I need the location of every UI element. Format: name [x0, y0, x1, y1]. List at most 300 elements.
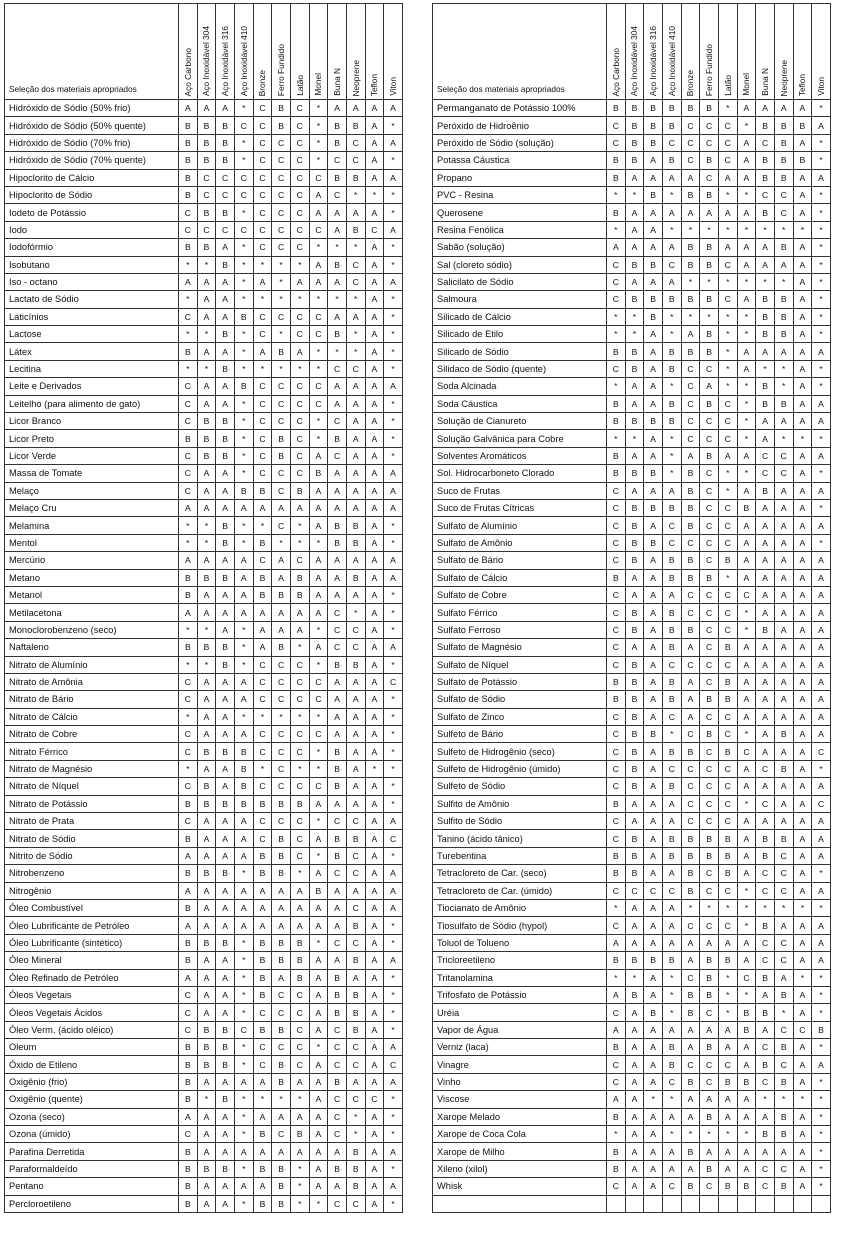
- rating-cell: *: [384, 917, 403, 934]
- material-name: Nitrato de Amônia: [5, 673, 179, 690]
- rating-cell: *: [234, 413, 253, 430]
- rating-cell: A: [365, 134, 384, 151]
- rating-cell: A: [625, 482, 644, 499]
- rating-cell: C: [700, 134, 719, 151]
- rating-cell: *: [272, 708, 291, 725]
- rating-cell: A: [290, 273, 309, 290]
- rating-cell: A: [644, 1021, 663, 1038]
- material-name: Laticínios: [5, 308, 179, 325]
- rating-cell: *: [812, 291, 831, 308]
- rating-cell: *: [718, 360, 737, 377]
- rating-cell: *: [290, 534, 309, 551]
- rating-cell: *: [812, 152, 831, 169]
- rating-cell: B: [328, 743, 347, 760]
- rating-cell: A: [756, 517, 775, 534]
- rating-cell: *: [718, 100, 737, 117]
- rating-cell: C: [290, 656, 309, 673]
- rating-cell: C: [290, 413, 309, 430]
- rating-cell: A: [179, 969, 198, 986]
- rating-cell: *: [737, 621, 756, 638]
- material-name: Hidróxido de Sódio (50% quente): [5, 117, 179, 134]
- rating-cell: B: [197, 204, 216, 221]
- rating-cell: A: [737, 708, 756, 725]
- rating-cell: C: [290, 813, 309, 830]
- material-name: Solventes Aromáticos: [433, 447, 607, 464]
- table-row: [433, 1108, 831, 1125]
- rating-cell: B: [607, 569, 626, 586]
- rating-cell: B: [774, 291, 793, 308]
- rating-cell: C: [718, 813, 737, 830]
- rating-cell: A: [662, 865, 681, 882]
- rating-cell: C: [234, 1021, 253, 1038]
- rating-cell: *: [737, 413, 756, 430]
- rating-cell: B: [756, 308, 775, 325]
- rating-cell: A: [365, 100, 384, 117]
- rating-cell: *: [384, 117, 403, 134]
- material-name: Licor Branco: [5, 413, 179, 430]
- rating-cell: A: [197, 586, 216, 603]
- column-header: [737, 4, 756, 100]
- rating-cell: C: [607, 517, 626, 534]
- rating-cell: A: [681, 691, 700, 708]
- rating-cell: B: [774, 1178, 793, 1195]
- rating-cell: A: [346, 499, 365, 516]
- rating-cell: B: [681, 1178, 700, 1195]
- rating-cell: A: [756, 100, 775, 117]
- rating-cell: B: [625, 465, 644, 482]
- rating-cell: *: [234, 343, 253, 360]
- rating-cell: A: [644, 1056, 663, 1073]
- rating-cell: *: [737, 326, 756, 343]
- rating-cell: C: [718, 517, 737, 534]
- rating-cell: B: [197, 430, 216, 447]
- rating-cell: C: [607, 273, 626, 290]
- rating-cell: B: [681, 256, 700, 273]
- rating-cell: B: [216, 934, 235, 951]
- rating-cell: B: [272, 1021, 291, 1038]
- rating-cell: A: [625, 221, 644, 238]
- rating-cell: A: [681, 952, 700, 969]
- rating-cell: A: [253, 621, 272, 638]
- table-row: [5, 1195, 403, 1212]
- rating-cell: *: [253, 760, 272, 777]
- rating-cell: A: [737, 552, 756, 569]
- rating-cell: C: [346, 639, 365, 656]
- rating-cell: A: [346, 413, 365, 430]
- material-name: Whisk: [433, 1178, 607, 1195]
- rating-cell: A: [681, 934, 700, 951]
- rating-cell: *: [309, 152, 328, 169]
- rating-cell: C: [346, 813, 365, 830]
- table-row: [433, 100, 831, 117]
- rating-cell: C: [309, 673, 328, 690]
- rating-cell: C: [607, 360, 626, 377]
- rating-cell: *: [812, 1160, 831, 1177]
- rating-cell: *: [737, 882, 756, 899]
- material-name: Silicado de Etilo: [433, 326, 607, 343]
- rating-cell: B: [179, 152, 198, 169]
- rating-cell: *: [700, 221, 719, 238]
- rating-cell: C: [272, 378, 291, 395]
- rating-cell: *: [234, 639, 253, 656]
- rating-cell: C: [309, 326, 328, 343]
- rating-cell: C: [290, 152, 309, 169]
- rating-cell: C: [328, 186, 347, 203]
- rating-cell: B: [272, 865, 291, 882]
- rating-cell: C: [625, 882, 644, 899]
- rating-cell: B: [607, 465, 626, 482]
- rating-cell: A: [346, 743, 365, 760]
- rating-cell: A: [216, 343, 235, 360]
- rating-cell: A: [812, 847, 831, 864]
- rating-cell: B: [662, 395, 681, 412]
- rating-cell: *: [718, 569, 737, 586]
- rating-cell: A: [644, 986, 663, 1003]
- table-row: [5, 1039, 403, 1056]
- rating-cell: A: [625, 917, 644, 934]
- column-header-label: Aço Inoxidável 410: [666, 25, 677, 96]
- rating-cell: B: [756, 1056, 775, 1073]
- rating-cell: A: [718, 169, 737, 186]
- rating-cell: C: [737, 743, 756, 760]
- rating-cell: A: [272, 1108, 291, 1125]
- table-row: [5, 1178, 403, 1195]
- rating-cell: B: [644, 499, 663, 516]
- table-row: [433, 621, 831, 638]
- rating-cell: *: [774, 1091, 793, 1108]
- rating-cell: A: [309, 482, 328, 499]
- material-name: Hipoclorito de Cálcio: [5, 169, 179, 186]
- rating-cell: A: [774, 343, 793, 360]
- rating-cell: C: [718, 117, 737, 134]
- rating-cell: C: [700, 639, 719, 656]
- rating-cell: C: [290, 673, 309, 690]
- rating-cell: A: [607, 1091, 626, 1108]
- rating-cell: *: [234, 969, 253, 986]
- column-header-label: Aço Inoxidável 304: [629, 25, 640, 96]
- rating-cell: A: [607, 934, 626, 951]
- rating-cell: *: [384, 621, 403, 638]
- rating-cell: A: [737, 691, 756, 708]
- rating-cell: A: [793, 656, 812, 673]
- column-header: [328, 4, 347, 100]
- rating-cell: C: [346, 360, 365, 377]
- rating-cell: *: [812, 1004, 831, 1021]
- table-row: [433, 204, 831, 221]
- rating-cell: A: [234, 552, 253, 569]
- rating-cell: *: [234, 1004, 253, 1021]
- rating-cell: A: [774, 656, 793, 673]
- rating-cell: B: [234, 482, 253, 499]
- rating-cell: A: [662, 1143, 681, 1160]
- rating-cell: B: [681, 499, 700, 516]
- rating-cell: A: [625, 1126, 644, 1143]
- rating-cell: A: [328, 204, 347, 221]
- rating-cell: C: [718, 534, 737, 551]
- material-name: Xileno (xilol): [433, 1160, 607, 1177]
- rating-cell: C: [700, 465, 719, 482]
- rating-cell: A: [625, 934, 644, 951]
- rating-cell: A: [607, 239, 626, 256]
- rating-cell: *: [309, 1195, 328, 1212]
- rating-cell: C: [290, 1056, 309, 1073]
- rating-cell: B: [681, 186, 700, 203]
- rating-cell: A: [662, 795, 681, 812]
- rating-cell: A: [309, 552, 328, 569]
- rating-cell: A: [346, 482, 365, 499]
- rating-cell: C: [756, 465, 775, 482]
- rating-cell: *: [384, 969, 403, 986]
- rating-cell: A: [625, 378, 644, 395]
- rating-cell: A: [328, 378, 347, 395]
- table-row: [5, 1056, 403, 1073]
- rating-cell: A: [234, 673, 253, 690]
- rating-cell: A: [179, 882, 198, 899]
- rating-cell: A: [793, 447, 812, 464]
- rating-cell: B: [662, 1056, 681, 1073]
- rating-cell: *: [812, 134, 831, 151]
- rating-cell: B: [700, 726, 719, 743]
- rating-cell: B: [625, 830, 644, 847]
- rating-cell: B: [328, 169, 347, 186]
- table-row: [433, 830, 831, 847]
- rating-cell: *: [662, 986, 681, 1003]
- rating-cell: A: [384, 882, 403, 899]
- rating-cell: *: [234, 256, 253, 273]
- rating-cell: C: [756, 760, 775, 777]
- rating-cell: B: [625, 499, 644, 516]
- rating-cell: A: [384, 134, 403, 151]
- column-header-label: Latão: [294, 75, 305, 96]
- rating-cell: A: [309, 917, 328, 934]
- rating-cell: *: [607, 326, 626, 343]
- rating-cell: A: [756, 499, 775, 516]
- rating-cell: A: [793, 1160, 812, 1177]
- rating-cell: [793, 1195, 812, 1212]
- rating-cell: A: [384, 1143, 403, 1160]
- rating-cell: *: [812, 204, 831, 221]
- rating-cell: A: [253, 917, 272, 934]
- rating-cell: A: [216, 395, 235, 412]
- table-row: [433, 430, 831, 447]
- material-name: Xarope de Milho: [433, 1143, 607, 1160]
- rating-cell: A: [793, 1004, 812, 1021]
- rating-cell: A: [625, 586, 644, 603]
- rating-cell: C: [234, 221, 253, 238]
- rating-cell: *: [737, 899, 756, 916]
- rating-cell: B: [216, 517, 235, 534]
- rating-cell: A: [700, 934, 719, 951]
- rating-cell: C: [607, 499, 626, 516]
- material-name: Vinho: [433, 1073, 607, 1090]
- rating-cell: A: [234, 882, 253, 899]
- rating-cell: A: [328, 586, 347, 603]
- rating-cell: B: [179, 169, 198, 186]
- rating-cell: B: [681, 621, 700, 638]
- material-name: Massa de Tomate: [5, 465, 179, 482]
- rating-cell: *: [234, 1160, 253, 1177]
- rating-cell: A: [644, 621, 663, 638]
- rating-cell: A: [793, 621, 812, 638]
- rating-cell: B: [625, 778, 644, 795]
- rating-cell: *: [662, 326, 681, 343]
- rating-cell: [700, 1195, 719, 1212]
- table-row: [5, 778, 403, 795]
- rating-cell: C: [662, 708, 681, 725]
- rating-cell: C: [346, 1195, 365, 1212]
- rating-cell: A: [812, 952, 831, 969]
- rating-cell: *: [625, 969, 644, 986]
- rating-cell: A: [365, 952, 384, 969]
- rating-cell: *: [700, 899, 719, 916]
- rating-cell: A: [216, 239, 235, 256]
- table-row: [433, 952, 831, 969]
- table-row: [5, 986, 403, 1003]
- rating-cell: C: [662, 1073, 681, 1090]
- rating-cell: *: [234, 986, 253, 1003]
- rating-cell: A: [774, 586, 793, 603]
- rating-cell: B: [197, 934, 216, 951]
- rating-cell: A: [346, 586, 365, 603]
- rating-cell: C: [774, 1021, 793, 1038]
- rating-cell: C: [179, 308, 198, 325]
- rating-cell: C: [328, 1091, 347, 1108]
- material-name: Licor Preto: [5, 430, 179, 447]
- rating-cell: C: [179, 986, 198, 1003]
- rating-cell: *: [812, 186, 831, 203]
- rating-cell: B: [328, 517, 347, 534]
- rating-cell: B: [346, 117, 365, 134]
- rating-cell: B: [272, 830, 291, 847]
- rating-cell: A: [625, 1039, 644, 1056]
- rating-cell: C: [328, 152, 347, 169]
- rating-cell: A: [793, 291, 812, 308]
- rating-cell: *: [607, 899, 626, 916]
- rating-cell: C: [253, 395, 272, 412]
- rating-cell: B: [756, 1004, 775, 1021]
- rating-cell: B: [216, 447, 235, 464]
- rating-cell: C: [309, 169, 328, 186]
- compatibility-table-left: [4, 3, 403, 1213]
- rating-cell: B: [718, 673, 737, 690]
- rating-cell: A: [662, 1021, 681, 1038]
- rating-cell: A: [384, 273, 403, 290]
- rating-cell: A: [756, 604, 775, 621]
- rating-cell: A: [365, 413, 384, 430]
- rating-cell: A: [625, 273, 644, 290]
- rating-cell: C: [718, 760, 737, 777]
- rating-cell: B: [328, 117, 347, 134]
- rating-cell: B: [253, 482, 272, 499]
- column-header: [625, 4, 644, 100]
- rating-cell: A: [309, 795, 328, 812]
- rating-cell: B: [700, 986, 719, 1003]
- rating-cell: B: [718, 552, 737, 569]
- rating-cell: C: [346, 256, 365, 273]
- material-name: Óleos Vegetais Ácidos: [5, 1004, 179, 1021]
- rating-cell: A: [365, 308, 384, 325]
- rating-cell: C: [700, 482, 719, 499]
- material-name: Nitrogênio: [5, 882, 179, 899]
- material-name: Vinagre: [433, 1056, 607, 1073]
- material-name: Xarope de Coca Cola: [433, 1126, 607, 1143]
- rating-cell: C: [812, 743, 831, 760]
- column-header-label: Bronze: [257, 69, 268, 96]
- rating-cell: *: [179, 517, 198, 534]
- rating-cell: *: [346, 1108, 365, 1125]
- material-name: Peróxido de Hidroênio: [433, 117, 607, 134]
- rating-cell: A: [774, 482, 793, 499]
- column-header: [197, 4, 216, 100]
- rating-cell: *: [681, 1126, 700, 1143]
- rating-cell: A: [812, 813, 831, 830]
- rating-cell: *: [625, 186, 644, 203]
- rating-cell: B: [328, 430, 347, 447]
- rating-cell: A: [812, 552, 831, 569]
- rating-cell: A: [793, 743, 812, 760]
- rating-cell: A: [625, 795, 644, 812]
- rating-cell: A: [309, 986, 328, 1003]
- rating-cell: A: [197, 1126, 216, 1143]
- rating-cell: A: [346, 100, 365, 117]
- material-name: Sulfeto de Hidrogênio (seco): [433, 743, 607, 760]
- rating-cell: A: [365, 1039, 384, 1056]
- rating-cell: A: [290, 621, 309, 638]
- rating-cell: *: [309, 813, 328, 830]
- rating-cell: B: [272, 934, 291, 951]
- rating-cell: C: [774, 847, 793, 864]
- rating-cell: [718, 1195, 737, 1212]
- material-name: Óleo Combustível: [5, 899, 179, 916]
- rating-cell: A: [234, 1143, 253, 1160]
- rating-cell: B: [662, 291, 681, 308]
- rating-cell: *: [384, 1021, 403, 1038]
- rating-cell: A: [365, 899, 384, 916]
- rating-cell: *: [681, 273, 700, 290]
- rating-cell: B: [346, 1178, 365, 1195]
- material-name: Metano: [5, 569, 179, 586]
- rating-cell: B: [179, 1195, 198, 1212]
- rating-cell: A: [197, 395, 216, 412]
- rating-cell: A: [197, 830, 216, 847]
- rating-cell: B: [328, 986, 347, 1003]
- rating-cell: C: [272, 726, 291, 743]
- rating-cell: *: [234, 1091, 253, 1108]
- column-header-label: Aço Inoxidável 316: [220, 25, 231, 96]
- rating-cell: C: [700, 413, 719, 430]
- material-name: Naftaleno: [5, 639, 179, 656]
- rating-cell: B: [607, 343, 626, 360]
- rating-cell: A: [309, 1021, 328, 1038]
- rating-cell: B: [346, 1143, 365, 1160]
- rating-cell: A: [737, 673, 756, 690]
- material-name: Óleo Lubrificante de Petróleo: [5, 917, 179, 934]
- rating-cell: A: [774, 917, 793, 934]
- rating-cell: A: [644, 830, 663, 847]
- table-row: [433, 1143, 831, 1160]
- rating-cell: *: [234, 360, 253, 377]
- material-name: Paraformaldeído: [5, 1160, 179, 1177]
- rating-cell: B: [718, 865, 737, 882]
- rating-cell: A: [197, 552, 216, 569]
- table-row: [5, 134, 403, 151]
- material-name: Nitrato Férrico: [5, 743, 179, 760]
- table-row: [433, 1091, 831, 1108]
- rating-cell: A: [365, 743, 384, 760]
- material-name: Nitrato de Bário: [5, 691, 179, 708]
- rating-cell: B: [625, 865, 644, 882]
- rating-cell: A: [737, 204, 756, 221]
